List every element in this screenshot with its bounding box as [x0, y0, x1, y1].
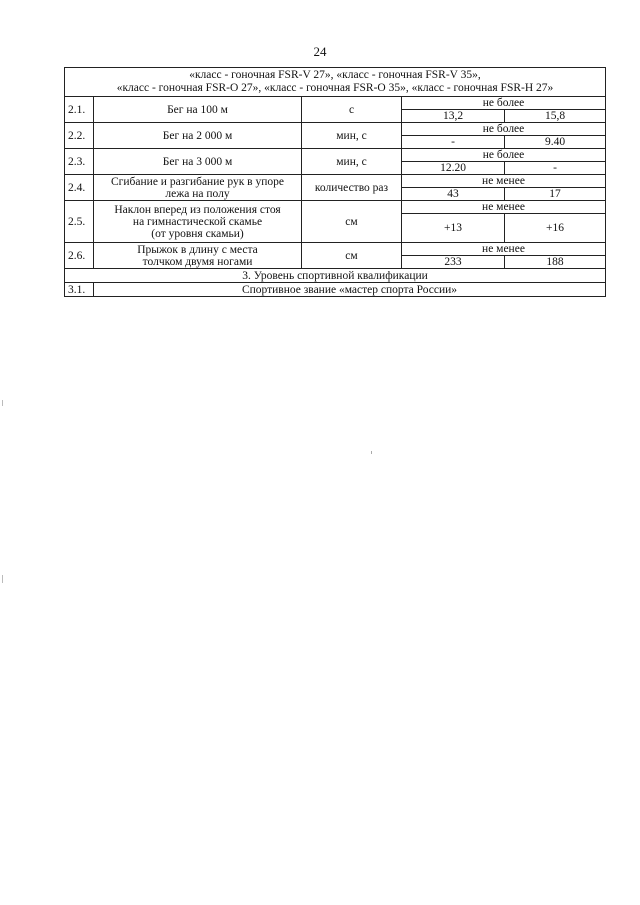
scan-speck [371, 451, 372, 454]
unit-cell: мин, с [302, 123, 402, 149]
unit-cell: см [302, 243, 402, 269]
value-cell-2: - [505, 162, 606, 175]
exercise-name: Бег на 100 м [94, 97, 302, 123]
exercise-name-line-3: (от уровня скамьи) [151, 227, 244, 240]
row-number: 2.4. [65, 175, 94, 201]
exercise-name-line-2: лежа на полу [165, 187, 230, 200]
value-cell-1: - [402, 136, 505, 149]
qualification-text: Спортивное звание «мастер спорта России» [94, 283, 606, 297]
section-header-row [65, 269, 606, 283]
qualifier-cell: не менее [402, 201, 606, 214]
qualifier-cell: не более [402, 123, 606, 136]
table-row [65, 97, 606, 110]
table-row [65, 175, 606, 188]
table-row [65, 243, 606, 256]
table-row [65, 123, 606, 136]
exercise-name-line-1: Прыжок в длину с места [137, 243, 258, 256]
scan-edge-mark [2, 400, 3, 406]
unit-cell: мин, с [302, 149, 402, 175]
qualifier-cell: не менее [402, 243, 606, 256]
unit-cell: количество раз [302, 175, 402, 201]
value-cell-1: 13,2 [402, 110, 505, 123]
value-cell-1: 12.20 [402, 162, 505, 175]
table-row [65, 201, 606, 214]
exercise-name [94, 201, 302, 243]
value-cell-1: 233 [402, 256, 505, 269]
scan-edge-mark [2, 575, 3, 583]
row-number: 2.1. [65, 97, 94, 123]
exercise-name-line-2: толчком двумя ногами [142, 255, 253, 268]
value-cell-2: 188 [505, 256, 606, 269]
exercise-name [94, 175, 302, 201]
table-row [65, 283, 606, 297]
qualifier-cell: не менее [402, 175, 606, 188]
exercise-name [94, 243, 302, 269]
value-cell-2: 9.40 [505, 136, 606, 149]
row-number: 2.3. [65, 149, 94, 175]
exercise-name-line-1: Наклон вперед из положения стоя [114, 203, 281, 216]
value-cell-2: 17 [505, 188, 606, 201]
category-header-line-2: «класс - гоночная FSR-O 27», «класс - гоночная FSR-O 35», «класс - гоночная FSR-H 27» [116, 82, 554, 94]
table-header-row [65, 68, 606, 97]
value-cell-2: 15,8 [505, 110, 606, 123]
exercise-name-line-2: на гимнастической скамье [132, 215, 263, 228]
exercise-name: Бег на 2 000 м [94, 123, 302, 149]
row-number: 2.5. [65, 201, 94, 243]
page-number: 24 [313, 44, 327, 59]
qualifier-cell: не более [402, 149, 606, 162]
unit-cell: см [302, 201, 402, 243]
value-cell-1: +13 [402, 214, 505, 243]
table-row [65, 149, 606, 162]
row-number: 2.2. [65, 123, 94, 149]
exercise-name-line-1: Сгибание и разгибание рук в упоре [111, 175, 284, 188]
value-cell-2: +16 [505, 214, 606, 243]
unit-cell: с [302, 97, 402, 123]
exercise-name: Бег на 3 000 м [94, 149, 302, 175]
value-cell-1: 43 [402, 188, 505, 201]
category-header-line-1: «класс - гоночная FSR-V 27», «класс - гоночная FSR-V 35», [189, 69, 481, 81]
row-number: 3.1. [65, 283, 94, 297]
row-number: 2.6. [65, 243, 94, 269]
category-header-cell [65, 68, 606, 97]
section-3-title: 3. Уровень спортивной квалификации [65, 269, 606, 283]
qualifier-cell: не более [402, 97, 606, 110]
norms-table [64, 67, 606, 297]
